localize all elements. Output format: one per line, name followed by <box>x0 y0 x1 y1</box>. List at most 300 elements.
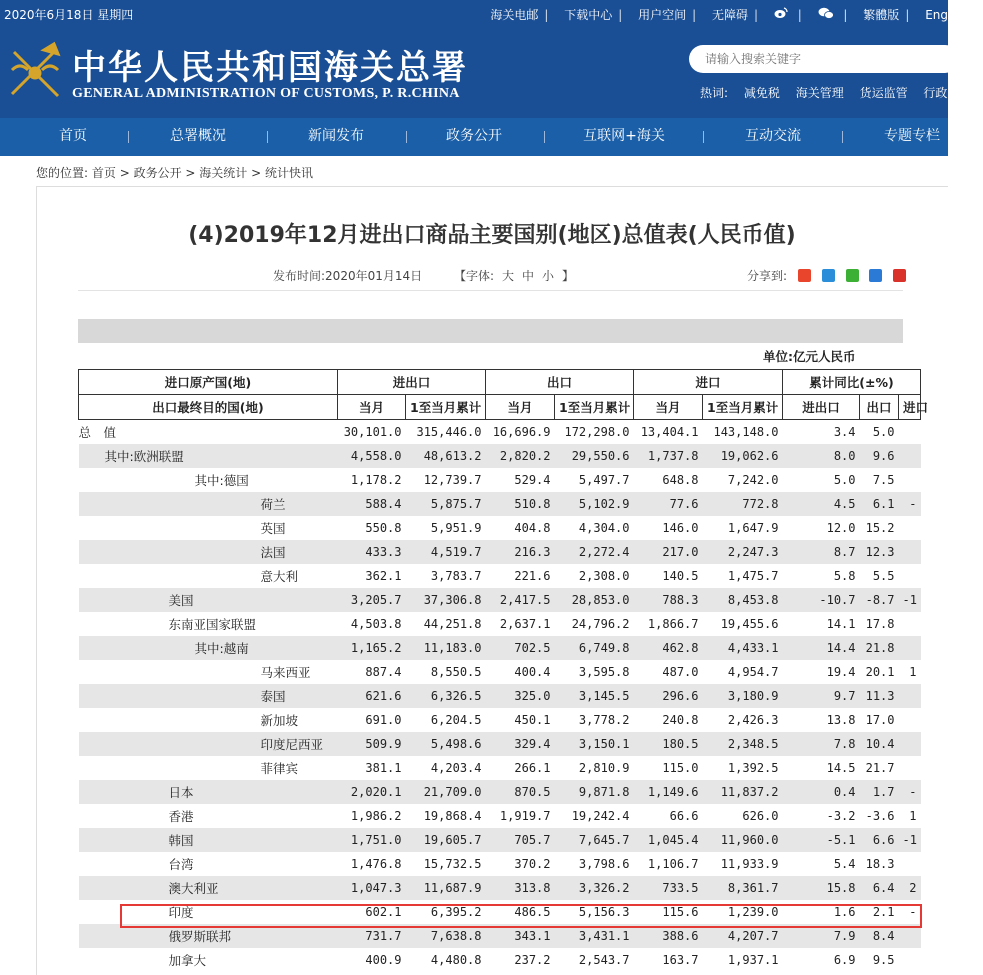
country-name: 总 值 <box>78 425 117 440</box>
table-cell: 9.6 <box>860 444 899 468</box>
table-cell <box>899 852 921 876</box>
nav-divider <box>703 131 704 143</box>
col-header: 当月 <box>338 395 406 420</box>
table-cell: 2,020.1 <box>338 780 406 804</box>
table-cell: 1 <box>909 665 917 679</box>
table-cell: 9,871.8 <box>555 780 634 804</box>
table-cell: 4,203.4 <box>430 761 482 775</box>
table-cell: 3,145.5 <box>555 684 634 708</box>
weibo-icon[interactable] <box>774 8 792 22</box>
table-cell: 343.1 <box>486 924 555 948</box>
table-cell: 172,298.0 <box>564 425 630 439</box>
table-cell: 19,062.6 <box>703 444 783 468</box>
table-cell: 24,796.2 <box>571 617 630 631</box>
country-name: 台湾 <box>168 857 194 872</box>
table-cell: 2,308.0 <box>578 569 630 583</box>
table-cell: 5.0 <box>833 473 856 487</box>
nav-about[interactable]: 总署概况 <box>170 128 226 144</box>
breadcrumb-home[interactable]: 首页 <box>91 166 116 180</box>
table-cell: 1,045.4 <box>634 828 703 852</box>
table-cell: 1,986.2 <box>350 809 402 823</box>
table-cell: 13.8 <box>826 713 856 727</box>
table-cell: -1 <box>899 828 921 852</box>
table-cell: 433.3 <box>338 540 406 564</box>
table-top-bar <box>78 319 903 343</box>
table-cell: 12.3 <box>860 540 899 564</box>
table-cell: 21,709.0 <box>406 780 486 804</box>
link-email[interactable]: 海关电邮 <box>490 8 539 22</box>
table-cell: 146.0 <box>662 521 699 535</box>
table-cell: 8,453.8 <box>703 588 783 612</box>
table-row <box>79 924 921 948</box>
table-cell: 8.0 <box>783 444 860 468</box>
table-cell: 2,272.4 <box>555 540 634 564</box>
hot-word-link[interactable]: 货运监管 <box>859 86 908 100</box>
table-cell: 462.8 <box>634 636 703 660</box>
site-logo-en[interactable]: GENERAL ADMINISTRATION OF CUSTOMS, P. R.CHINA <box>72 86 460 101</box>
table-cell: 10.4 <box>860 732 899 756</box>
table-cell: 7.9 <box>783 924 860 948</box>
breadcrumb-prefix: 您的位置: <box>36 166 89 180</box>
table-cell: 12.0 <box>826 521 856 535</box>
divider: | <box>618 8 623 22</box>
table-cell: 14.5 <box>826 761 856 775</box>
table-cell: 21.7 <box>865 761 895 775</box>
table-cell: 621.6 <box>338 684 406 708</box>
table-cell: 1,751.0 <box>338 828 406 852</box>
unit-spacer <box>860 343 921 370</box>
share-wechat-icon[interactable] <box>846 269 859 282</box>
table-cell: 1,476.8 <box>350 857 402 871</box>
nav-divider <box>544 131 545 143</box>
table-cell: 6,395.2 <box>430 905 482 919</box>
breadcrumb <box>36 164 313 181</box>
table-cell <box>899 612 921 636</box>
table-cell <box>899 924 921 948</box>
hot-words <box>700 84 983 101</box>
country-name: 印度 <box>168 905 194 920</box>
table-row <box>79 636 921 660</box>
table-cell: 1,866.7 <box>647 617 699 631</box>
table-row <box>79 468 921 492</box>
nav-divider <box>128 131 129 143</box>
table-cell: 20.1 <box>865 665 895 679</box>
table-cell: 140.5 <box>662 569 699 583</box>
table-cell: 8,550.5 <box>430 665 482 679</box>
country-name: 泰国 <box>79 684 338 708</box>
table-cell: 1,165.2 <box>338 636 406 660</box>
table-cell: 8,361.7 <box>703 876 783 900</box>
article-meta <box>273 267 574 284</box>
table-cell <box>899 948 921 972</box>
table-cell: 29,550.6 <box>555 444 634 468</box>
table-cell: 18.3 <box>865 857 895 871</box>
table-cell: 5,951.9 <box>430 521 482 535</box>
font-size-large[interactable]: 大 <box>502 269 515 283</box>
table-cell: 588.4 <box>338 492 406 516</box>
col-header: 当月 <box>634 395 703 420</box>
breadcrumb-news[interactable]: 统计快讯 <box>264 166 313 180</box>
table-cell: 5.4 <box>833 857 856 871</box>
table-row <box>79 876 921 900</box>
table-cell: 1,392.5 <box>727 761 779 775</box>
table-cell: 404.8 <box>514 521 551 535</box>
top-bar <box>0 0 948 32</box>
table-cell: 2 <box>899 876 921 900</box>
divider: | <box>544 8 549 22</box>
table-cell: 143,148.0 <box>713 425 779 439</box>
table-cell: 5,875.7 <box>406 492 486 516</box>
table-cell: 7,645.7 <box>555 828 634 852</box>
table-row <box>79 948 921 972</box>
country-name: 俄罗斯联邦 <box>79 924 338 948</box>
table-cell: 5,498.6 <box>406 732 486 756</box>
table-cell: 1,475.7 <box>727 569 779 583</box>
table-cell: 9.5 <box>872 953 895 967</box>
table-cell: 5.8 <box>833 569 856 583</box>
table-row <box>79 492 921 516</box>
country-name: 荷兰 <box>79 492 338 516</box>
share-qzone-icon[interactable] <box>822 269 835 282</box>
table-cell: 1,149.6 <box>634 780 703 804</box>
table-cell: 3,180.9 <box>703 684 783 708</box>
table-cell <box>899 708 921 732</box>
hot-word-link[interactable]: 减免税 <box>743 86 780 100</box>
link-download[interactable]: 下载中心 <box>564 8 613 22</box>
table-cell: 2,810.9 <box>578 761 630 775</box>
nav-divider <box>406 131 407 143</box>
table-cell: - <box>899 780 921 804</box>
table-cell: 4,558.0 <box>338 444 406 468</box>
link-traditional[interactable]: 繁體版 <box>863 8 900 22</box>
table-row <box>79 828 921 852</box>
table-cell: 48,613.2 <box>406 444 486 468</box>
table-cell: 2,247.3 <box>703 540 783 564</box>
table-cell: 19,242.4 <box>571 809 630 823</box>
font-size-close: 】 <box>562 269 575 283</box>
top-links <box>484 6 948 23</box>
table-cell: 509.9 <box>338 732 406 756</box>
table-row <box>79 900 921 924</box>
table-cell: 6.1 <box>860 492 899 516</box>
table-cell <box>899 564 921 588</box>
table-cell: 6,326.5 <box>406 684 486 708</box>
nav-divider <box>267 131 268 143</box>
table-cell: 15.8 <box>783 876 860 900</box>
table-row <box>79 540 921 564</box>
table-cell <box>899 636 921 660</box>
table-cell: 1,106.7 <box>647 857 699 871</box>
table-cell: 1.7 <box>860 780 899 804</box>
table-cell: 691.0 <box>365 713 402 727</box>
divider: | <box>754 8 759 22</box>
country-name: 意大利 <box>260 569 299 584</box>
font-size-label: 【字体: <box>453 269 494 283</box>
divider: | <box>797 8 802 22</box>
table-cell: 13,404.1 <box>640 425 699 439</box>
col-header: 出口 <box>860 395 899 420</box>
table-row <box>79 564 921 588</box>
table-cell: 1,178.2 <box>350 473 402 487</box>
nav-home[interactable]: 首页 <box>40 118 106 159</box>
table-cell <box>899 540 921 564</box>
table-cell: 11,183.0 <box>406 636 486 660</box>
table-cell: 1,647.9 <box>727 521 779 535</box>
share-bar <box>747 267 906 284</box>
table-cell: 388.6 <box>634 924 703 948</box>
table-cell: 6.6 <box>860 828 899 852</box>
table-cell: 8.4 <box>860 924 899 948</box>
hot-word-link[interactable]: 海关管理 <box>795 86 844 100</box>
header-row-2 <box>79 395 921 420</box>
wechat-icon[interactable] <box>818 8 838 22</box>
nav-topics[interactable]: 专题专栏 <box>884 128 940 144</box>
table-cell: 237.2 <box>514 953 551 967</box>
table-cell: 325.0 <box>486 684 555 708</box>
table-cell: 266.1 <box>514 761 551 775</box>
table-cell: 529.4 <box>514 473 551 487</box>
country-name: 印度尼西亚 <box>79 732 338 756</box>
table-cell: 788.3 <box>634 588 703 612</box>
table-cell: -3.6 <box>865 809 895 823</box>
table-cell: 221.6 <box>514 569 551 583</box>
table-cell: 17.0 <box>865 713 895 727</box>
table-cell: 602.1 <box>365 905 402 919</box>
table-row <box>79 852 921 876</box>
col-header: 累计同比(±%) <box>783 370 921 395</box>
publish-date: 发布时间:2020年01月14日 <box>273 269 423 283</box>
divider <box>78 290 903 291</box>
unit-label: 单位:亿元人民币 <box>79 343 860 370</box>
col-header: 进口 <box>899 395 921 420</box>
table-cell: 5,497.7 <box>578 473 630 487</box>
table-cell: 2,348.5 <box>703 732 783 756</box>
country-name: 其中:德国 <box>194 473 249 488</box>
table-cell: 6,204.5 <box>430 713 482 727</box>
table-cell: 381.1 <box>365 761 402 775</box>
table-cell: 3,595.8 <box>578 665 630 679</box>
font-size-small[interactable]: 小 <box>542 269 555 283</box>
main-nav <box>0 118 948 156</box>
customs-emblem-icon[interactable] <box>4 40 66 102</box>
share-label: 分享到: <box>747 269 788 283</box>
link-user-space[interactable]: 用户空间 <box>638 8 687 22</box>
table-cell: 702.5 <box>486 636 555 660</box>
table-cell: -1 <box>899 588 921 612</box>
table-cell: 731.7 <box>338 924 406 948</box>
table-row <box>79 612 921 636</box>
table-cell: -10.7 <box>783 588 860 612</box>
table-cell: 19,605.7 <box>406 828 486 852</box>
table-cell: 486.5 <box>514 905 551 919</box>
table-cell: 8.7 <box>783 540 860 564</box>
table-cell: 115.0 <box>662 761 699 775</box>
table-cell: -3.2 <box>826 809 856 823</box>
font-size-medium[interactable]: 中 <box>522 269 535 283</box>
country-name: 美国 <box>79 588 338 612</box>
site-header <box>0 0 972 118</box>
table-cell: 11,837.2 <box>703 780 783 804</box>
table-row <box>79 516 921 540</box>
link-accessibility[interactable]: 无障碍 <box>712 8 749 22</box>
country-name: 马来西亚 <box>260 665 311 680</box>
share-renren-icon[interactable] <box>893 269 906 282</box>
table-cell: 772.8 <box>703 492 783 516</box>
table-cell: 315,446.0 <box>416 425 482 439</box>
table-cell: 3,798.6 <box>578 857 630 871</box>
table-cell: 11,933.9 <box>720 857 779 871</box>
table-row <box>79 420 921 445</box>
table-cell: 44,251.8 <box>423 617 482 631</box>
col-header: 出口最终目的国(地) <box>79 395 338 420</box>
table-cell: 240.8 <box>662 713 699 727</box>
table-cell: 217.0 <box>634 540 703 564</box>
font-size-control <box>454 269 574 283</box>
col-header: 进出口 <box>338 370 486 395</box>
table-cell: 313.8 <box>486 876 555 900</box>
table-cell: 3,783.7 <box>430 569 482 583</box>
nav-news[interactable]: 新闻发布 <box>308 128 364 144</box>
table-row <box>79 708 921 732</box>
table-cell: 30,101.0 <box>343 425 402 439</box>
table-cell: 7.8 <box>783 732 860 756</box>
table-cell: 1,919.7 <box>499 809 551 823</box>
table-cell: 400.4 <box>514 665 551 679</box>
nav-gov-info[interactable]: 政务公开 <box>446 128 502 144</box>
table-row <box>79 444 921 468</box>
table-cell: 163.7 <box>662 953 699 967</box>
table-cell: 19,868.4 <box>423 809 482 823</box>
table-cell: 11,687.9 <box>406 876 486 900</box>
table-cell: 2,417.5 <box>486 588 555 612</box>
table-row <box>79 588 921 612</box>
table-row <box>79 804 921 828</box>
table-cell: 3,150.1 <box>555 732 634 756</box>
divider: | <box>905 8 910 22</box>
table-cell: 12,739.7 <box>423 473 482 487</box>
table-cell: 4,503.8 <box>350 617 402 631</box>
table-cell: 733.5 <box>634 876 703 900</box>
table-cell: 3,205.7 <box>338 588 406 612</box>
table-cell: 362.1 <box>365 569 402 583</box>
table-cell: 4,304.0 <box>578 521 630 535</box>
table-row <box>79 756 921 780</box>
table-cell: 2,426.3 <box>727 713 779 727</box>
link-english[interactable]: Eng <box>925 8 948 22</box>
table-cell: 2,820.2 <box>486 444 555 468</box>
search-input[interactable] <box>689 45 959 73</box>
table-cell: 4,480.8 <box>430 953 482 967</box>
col-header: 进口 <box>634 370 783 395</box>
table-cell: 6.9 <box>833 953 856 967</box>
table-cell: 14.4 <box>783 636 860 660</box>
table-cell: 6,749.8 <box>555 636 634 660</box>
country-name: 加拿大 <box>168 953 207 968</box>
col-header: 当月 <box>486 395 555 420</box>
table-cell: 77.6 <box>634 492 703 516</box>
table-cell <box>899 732 921 756</box>
table-cell: 3,431.1 <box>555 924 634 948</box>
table-cell: 4,207.7 <box>703 924 783 948</box>
col-header: 进出口 <box>783 395 860 420</box>
country-name: 韩国 <box>79 828 338 852</box>
table-cell: 1,047.3 <box>338 876 406 900</box>
table-cell: - <box>909 905 917 919</box>
breadcrumb-sep: > <box>115 166 134 180</box>
table-cell: 5.0 <box>872 425 895 439</box>
site-logo-cn[interactable]: 中华人民共和国海关总署 <box>72 48 468 88</box>
table-cell: 5,102.9 <box>555 492 634 516</box>
table-cell: 329.4 <box>486 732 555 756</box>
table-cell: 180.5 <box>634 732 703 756</box>
share-tencent-icon[interactable] <box>869 269 882 282</box>
table-cell: 15,732.5 <box>423 857 482 871</box>
table-cell: 0.4 <box>783 780 860 804</box>
table-cell: 37,306.8 <box>406 588 486 612</box>
country-name: 法国 <box>79 540 338 564</box>
unit-row <box>79 343 921 370</box>
table-cell: 3.4 <box>833 425 856 439</box>
table-cell: 11,960.0 <box>703 828 783 852</box>
country-name: 英国 <box>260 521 286 536</box>
page-title: (4)2019年12月进出口商品主要国别(地区)总值表(人民币值) <box>188 223 796 248</box>
country-name: 澳大利亚 <box>79 876 338 900</box>
table-cell: - <box>899 492 921 516</box>
table-cell: -8.7 <box>860 588 899 612</box>
table-cell: 21.8 <box>860 636 899 660</box>
breadcrumb-statistics[interactable]: 海关统计 <box>199 166 248 180</box>
nav-interaction[interactable]: 互动交流 <box>745 128 801 144</box>
table-cell: 19,455.6 <box>720 617 779 631</box>
table-cell: 16,696.9 <box>492 425 551 439</box>
table-cell: 450.1 <box>514 713 551 727</box>
breadcrumb-sep: > <box>247 166 265 180</box>
breadcrumb-gov-info[interactable]: 政务公开 <box>133 166 182 180</box>
table-cell: 17.8 <box>865 617 895 631</box>
table-cell: 2,637.1 <box>499 617 551 631</box>
share-weibo-icon[interactable] <box>798 269 811 282</box>
table-cell: 5.5 <box>872 569 895 583</box>
table-cell: 487.0 <box>662 665 699 679</box>
table-cell: 4,519.7 <box>406 540 486 564</box>
nav-divider <box>842 131 843 143</box>
table-cell: 28,853.0 <box>555 588 634 612</box>
table-cell: 14.1 <box>826 617 856 631</box>
table-cell: 1.6 <box>833 905 856 919</box>
table-cell: 66.6 <box>669 809 699 823</box>
table-cell: 400.9 <box>365 953 402 967</box>
country-name: 香港 <box>168 809 194 824</box>
country-name: 日本 <box>79 780 338 804</box>
table-cell: 3,326.2 <box>555 876 634 900</box>
table-cell: 19.4 <box>826 665 856 679</box>
col-header: 1至当月累计 <box>703 395 783 420</box>
col-header: 进口原产国(地) <box>79 370 338 395</box>
divider: | <box>843 8 848 22</box>
stats-table-container[interactable] <box>78 343 929 975</box>
table-cell <box>899 516 921 540</box>
table-cell <box>899 444 921 468</box>
table-cell: 15.2 <box>865 521 895 535</box>
nav-internet-customs[interactable]: 互联网+海关 <box>583 128 665 144</box>
table-cell: 870.5 <box>486 780 555 804</box>
table-cell: 550.8 <box>365 521 402 535</box>
table-cell: 510.8 <box>486 492 555 516</box>
table-row <box>79 684 921 708</box>
table-cell: 648.8 <box>662 473 699 487</box>
table-cell: 4.5 <box>783 492 860 516</box>
hot-word-link[interactable]: 行政监管 <box>923 86 972 100</box>
